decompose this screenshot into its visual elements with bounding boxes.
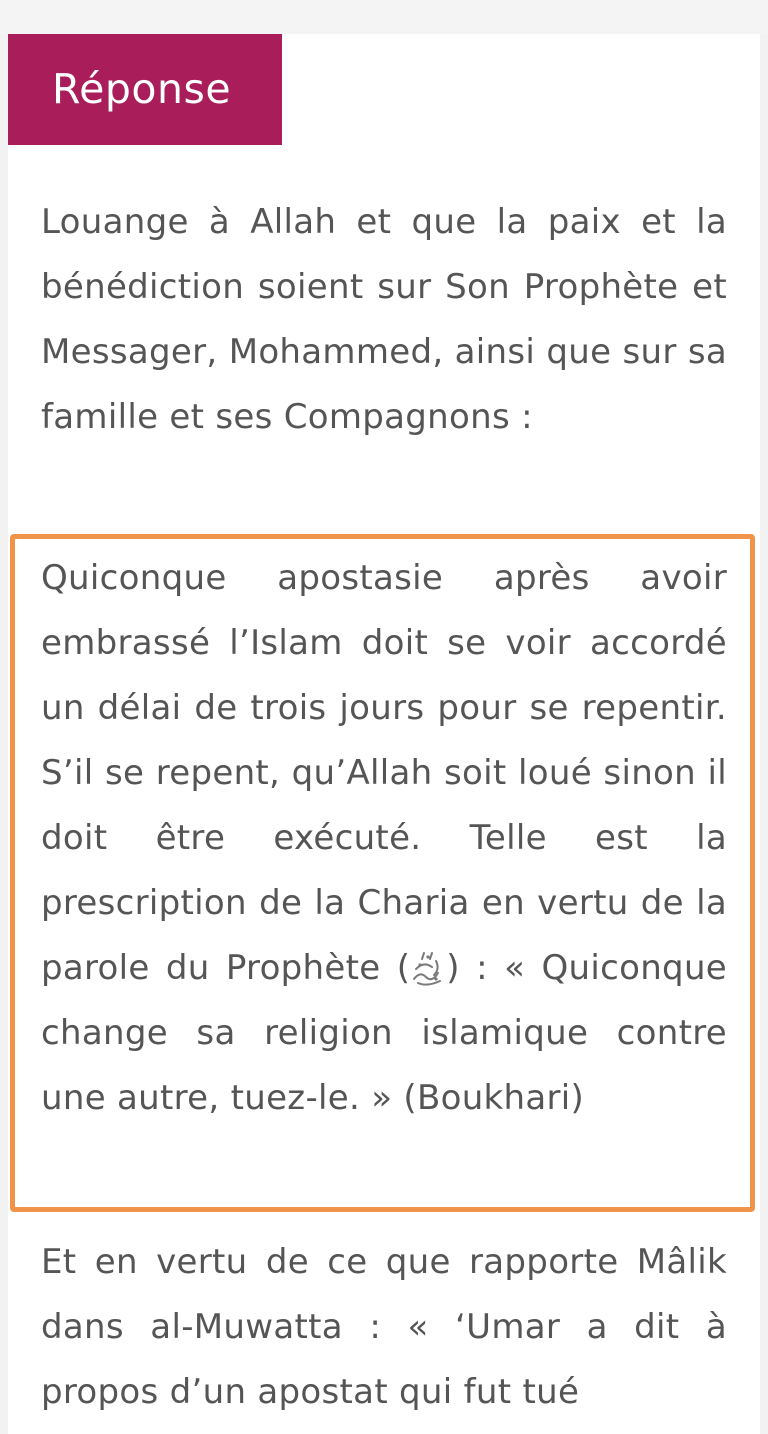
quote-text-before: Quiconque apostasie après avoir embrassé l’Islam doit se voir accordé un délai de trois jours pour se repentir. S’il se repent, qu’Allah soit loué sinon il doit être exécuté. Telle est la prescription de la Charia en vertu de la parole du Prophète (: [41, 558, 727, 988]
quote-text-after: ) : « Quiconque change sa religion islamique contre une autre, tuez-le. » (Boukhari): [41, 948, 728, 1118]
intro-paragraph: Louange à Allah et que la paix et la bénédiction soient sur Son Prophète et Messager, Mohammed, ainsi que sur sa famille et ses Compagnons :: [41, 202, 727, 437]
answer-heading: Réponse: [8, 34, 282, 145]
continuation-paragraph: Et en vertu de ce que rapporte Mâlik dans al-Muwatta : « ‘Umar a dit à propos d’un apostat qui fut tué: [41, 1242, 727, 1412]
answer-card: [8, 34, 760, 1434]
quote-paragraph: [41, 546, 727, 1131]
salawat-calligraphy-icon: [410, 944, 444, 982]
top-strip: [0, 0, 768, 34]
